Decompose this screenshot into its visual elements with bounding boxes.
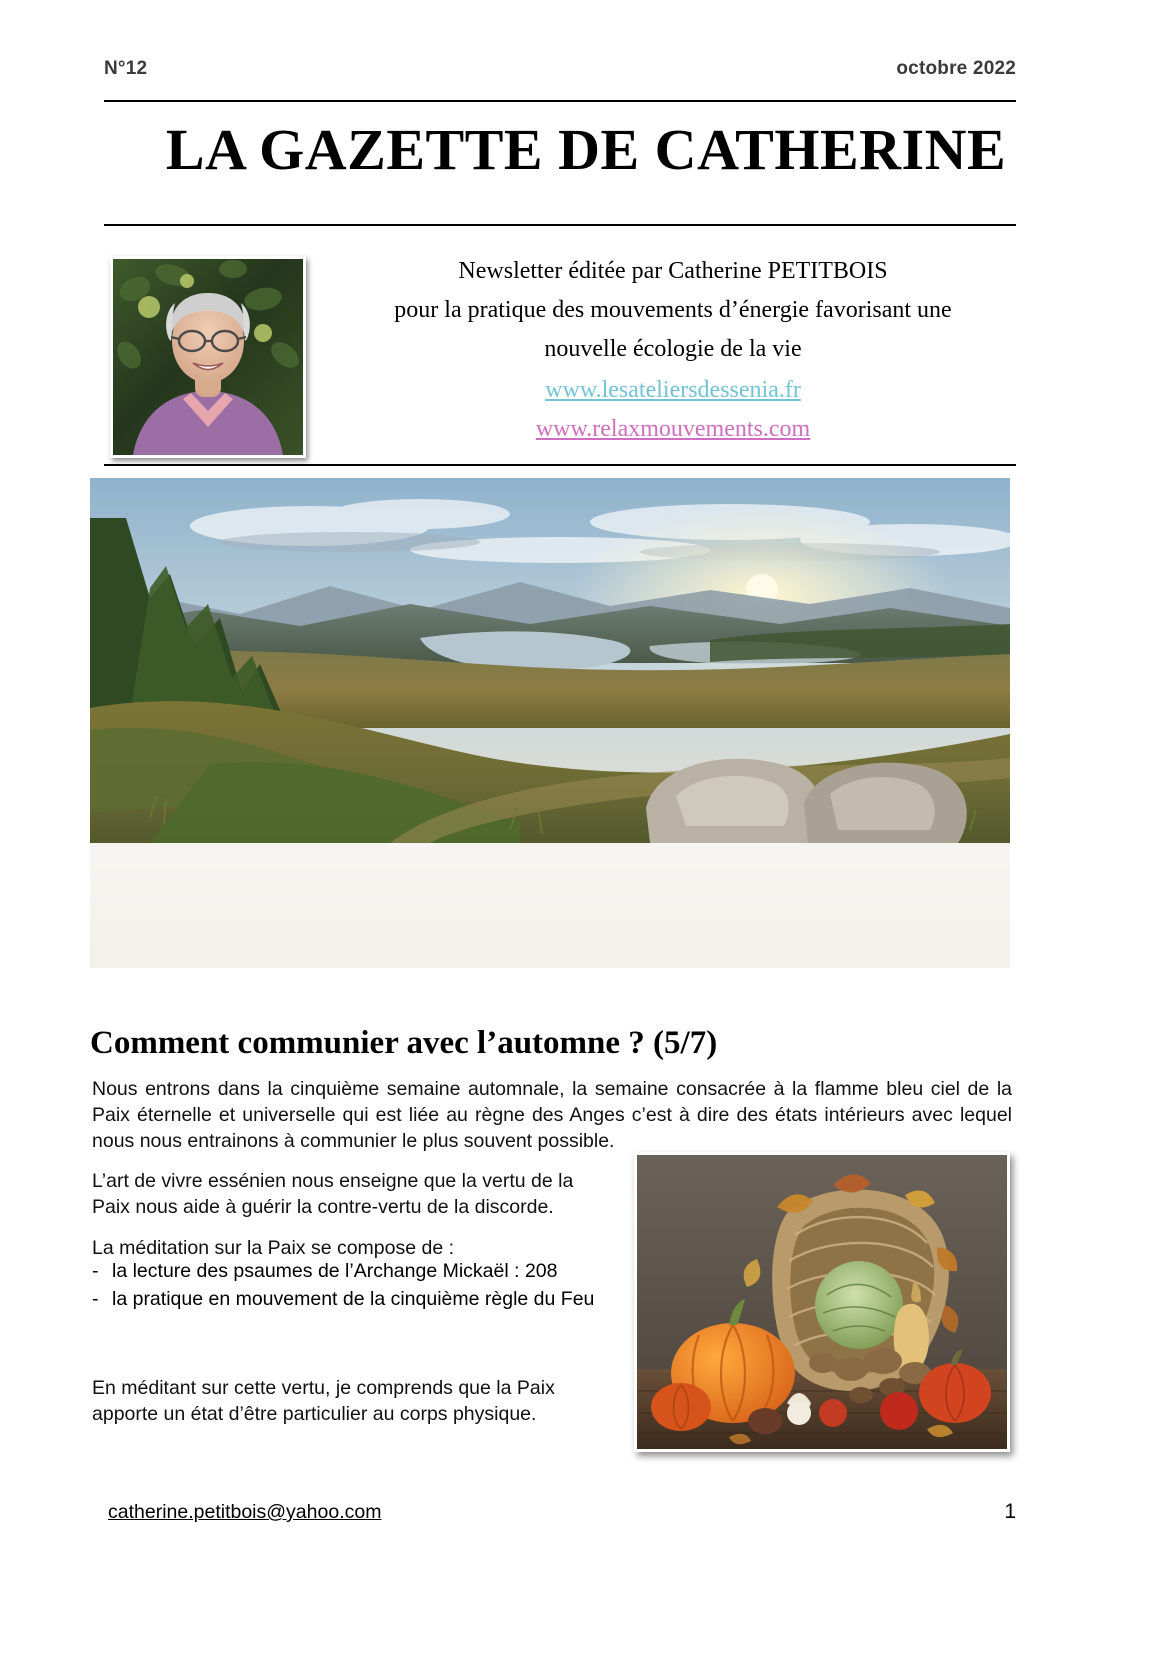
list-item — [92, 1286, 622, 1312]
landscape-reflection — [90, 843, 1010, 968]
avatar — [110, 256, 306, 458]
meditation-list — [92, 1258, 622, 1315]
intro-line-1: Newsletter éditée par Catherine PETITBOIS — [458, 258, 888, 284]
article-paragraph-3: La méditation sur la Paix se compose de : — [92, 1236, 455, 1259]
page-number: 1 — [1004, 1500, 1016, 1523]
website-link-esenia[interactable]: www.lesateliersdessenia.fr — [545, 376, 801, 403]
hero-image-reflection — [90, 843, 1010, 968]
landscape-illustration — [90, 478, 1010, 843]
list-item-label: la pratique en mouvement de la cinquième règle du Feu — [112, 1288, 595, 1311]
hero-image — [90, 478, 1010, 843]
divider-under-intro — [104, 464, 1016, 466]
bullet-marker: - — [92, 1260, 99, 1282]
masthead-meta — [104, 58, 1016, 80]
divider-under-title — [104, 224, 1016, 226]
issue-date: octobre 2022 — [896, 58, 1016, 79]
list-item-label: la lecture des psaumes de l’Archange Mickaël : 208 — [112, 1260, 558, 1282]
intro-block — [330, 252, 1016, 448]
page-title: LA GAZETTE DE CATHERINE — [165, 117, 1007, 182]
article-paragraph-4: En méditant sur cette vertu, je comprends que la Paix apporte un état d’être particulier au corps physique. — [92, 1376, 555, 1425]
portrait-image — [113, 259, 303, 455]
intro-line-2: pour la pratique des mouvements d’énergie favorisant une — [394, 296, 952, 323]
divider-top — [104, 100, 1016, 102]
article-title: Comment communier avec l’automne ? (5/7) — [90, 1025, 718, 1062]
website-link-relaxmouvements[interactable]: www.relaxmouvements.com — [535, 415, 811, 442]
article-paragraph-2: L’art de vivre essénien nous enseigne que la vertu de la Paix nous aide à guérir la contre-vertu de la discorde. — [92, 1169, 574, 1218]
bullet-marker: - — [92, 1288, 99, 1311]
autumn-vegetables-photo — [634, 1152, 1010, 1452]
page-footer — [108, 1500, 1016, 1524]
list-item — [92, 1258, 622, 1284]
vegetables-illustration — [637, 1155, 1007, 1449]
article-paragraph-1: Nous entrons dans la cinquième semaine automnale, la semaine consacrée à la flamme bleu ciel de la Paix éternelle et universelle qui est liée au règne des Anges c’est à dire des états intérieurs avec lequel nous nous entrainons à communier le plus souvent possible. — [92, 1077, 1012, 1153]
contact-email-link[interactable]: catherine.petitbois@yahoo.com — [108, 1501, 382, 1523]
intro-line-3: nouvelle écologie de la vie — [544, 335, 802, 362]
issue-number: N°12 — [104, 58, 148, 79]
hero-image-block — [90, 478, 1010, 968]
